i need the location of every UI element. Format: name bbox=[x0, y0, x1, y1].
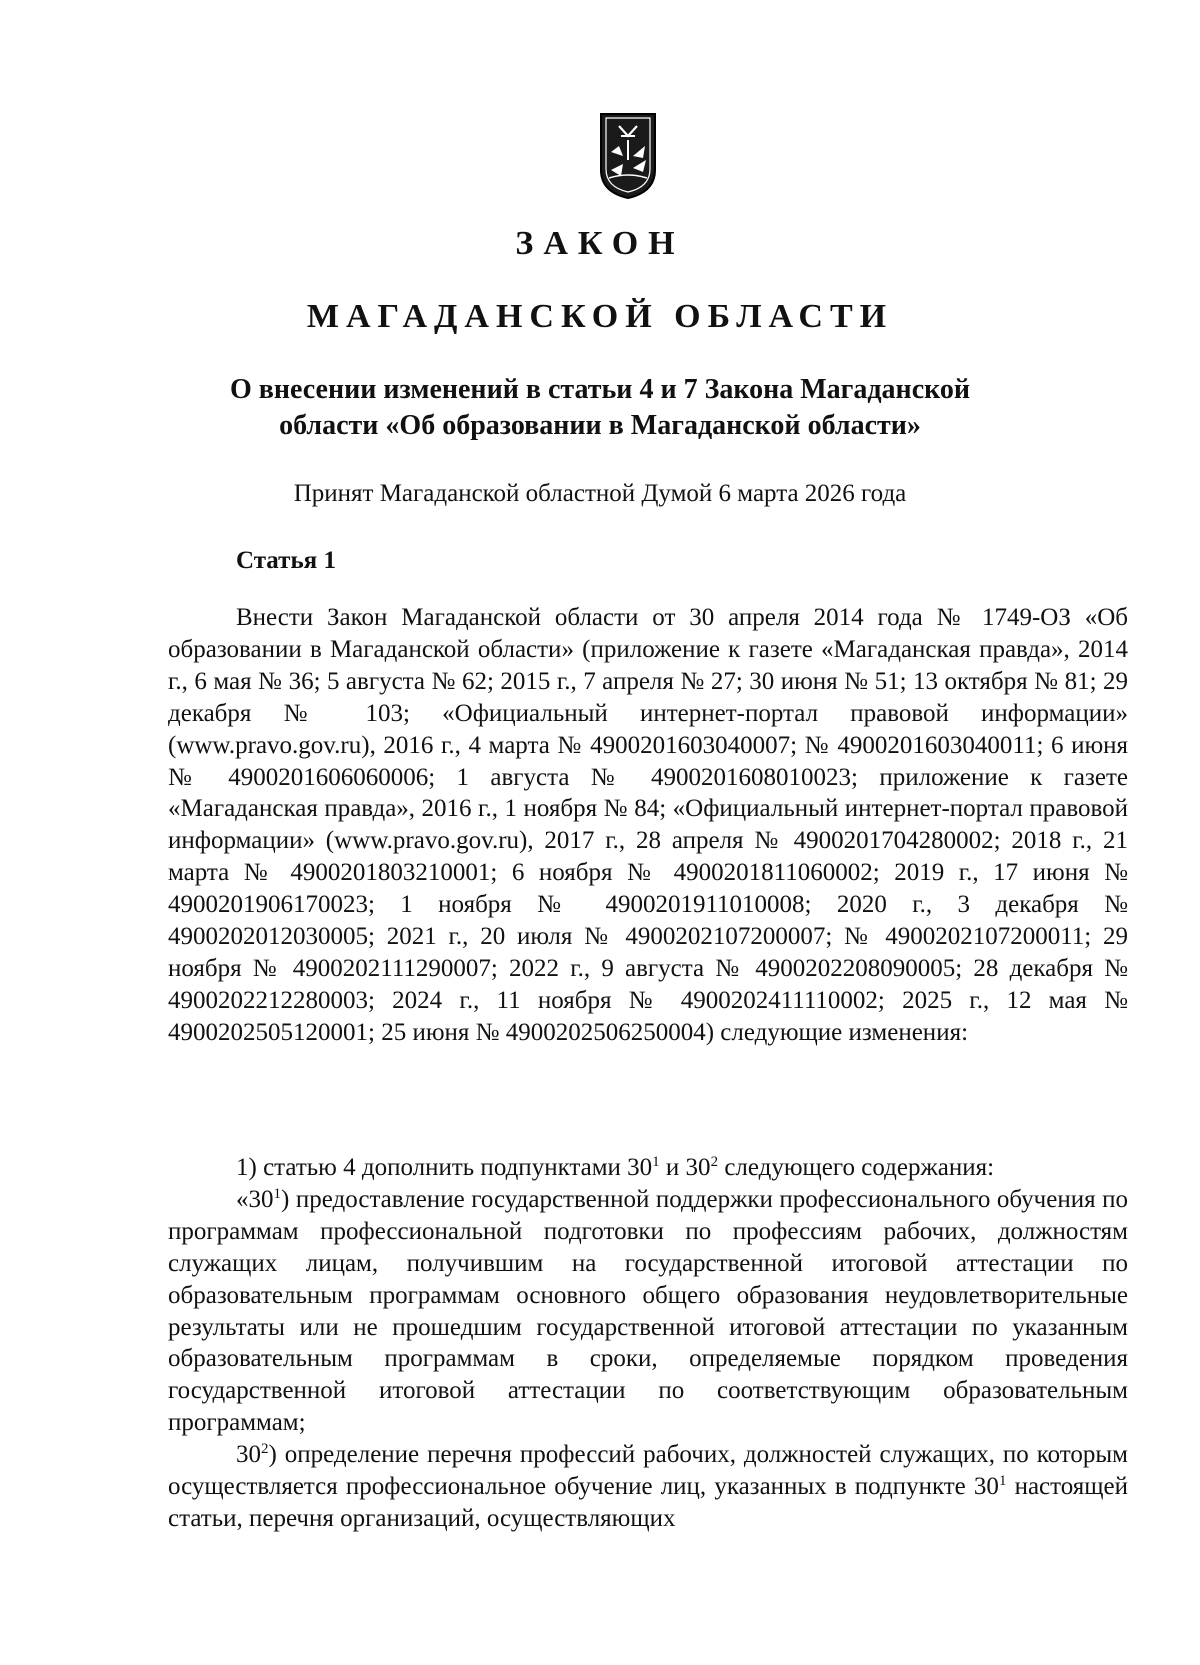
subpoint-30-2-text-b: ) определение перечня профессий рабочих, должностей служащих, по которым осуществляется профессиональное обучение лиц, указанных в подпункте 30 bbox=[168, 1441, 1128, 1501]
amendment-items bbox=[168, 1152, 1128, 1535]
law-subject-line-1: О внесении изменений в статьи 4 и 7 Закона Магаданской bbox=[229, 374, 971, 405]
subpoint-30-2-text-c: настоящей статьи, перечня организаций, осуществляющих bbox=[168, 1473, 1128, 1532]
subpoint-30-1-text-b: ) предоставление государственной поддержки профессионального обучения по программам профессиональной подготовки по профессиям рабочих, должностям служащих лицам, получившим на государственной итоговой аттестации по образовательным программам основного общего образования неудовлетворительные результаты или не прошедшим государственной итоговой аттестации по указанным образовательным программам в сроки, определяемые порядком проведения государственной итоговой аттестации по соответствующим образовательным программам; bbox=[168, 1185, 1128, 1437]
subpoint-30-1 bbox=[168, 1184, 1128, 1439]
adoption-note: Принят Магаданской областной Думой 6 марта 2026 года bbox=[293, 480, 907, 507]
amendment-item-1 bbox=[168, 1152, 1128, 1184]
amendment-item-1-text-c: следующего содержания: bbox=[718, 1154, 995, 1181]
law-subject bbox=[0, 372, 1200, 444]
subpoint-30-1-text-a: «30 bbox=[236, 1185, 274, 1213]
subpoint-30-2 bbox=[168, 1439, 1128, 1535]
subpoint-30-2-sup-b: 1 bbox=[998, 1473, 1007, 1490]
subpoint-30-1-sup-a: 1 bbox=[273, 1185, 281, 1202]
law-title: ЗАКОН bbox=[515, 225, 685, 262]
amendment-item-1-text-b: и 30 bbox=[659, 1154, 711, 1181]
coat-of-arms-icon bbox=[597, 112, 659, 200]
article-intro-text: Внести Закон Магаданской области от 30 апреля 2014 года № 1749-ОЗ «Об образовании в Магаданской области» (приложение к газете «Магаданская правда», 2014 г., 6 мая № 36; 5 августа № 62; 2015 г., 7 апреля № 27; 30 июня № 51; 13 октября № 81; 29 декабря № 103; «Официальный интернет-портал правовой информации» (www.pravo.gov.ru), 2016 г., 4 марта № 4900201603040007; № 4900201603040011; 6 июня № 4900201606060006; 1 августа № 4900201608010023; приложение к газете «Магаданская правда», 2016 г., 1 ноября № 84; «Официальный интернет-портал правовой информации» (www.pravo.gov.ru), 2017 г., 28 апреля № 4900201704280002; 2018 г., 21 марта № 4900201803210001; 6 ноября № 4900201811060002; 2019 г., 17 июня № 4900201906170023; 1 ноября № 4900201911010008; 2020 г., 3 декабря № 4900202012030005; 2021 г., 20 июля № 4900202107200007; № 4900202107200011; 29 ноября № 4900202111290007; 2022 г., 9 августа № 4900202208090005; 28 декабря № 4900202212280003; 2024 г., 11 ноября № 4900202411110002; 2025 г., 12 мая № 4900202505120001; 25 июня № 4900202506250004) следующие изменения: bbox=[168, 604, 1128, 1046]
amendment-item-1-text-a: 1) статью 4 дополнить подпунктами 30 bbox=[236, 1154, 653, 1181]
amendment-item-1-sup-a: 1 bbox=[652, 1154, 660, 1170]
article-intro-paragraph bbox=[168, 602, 1128, 1049]
article-heading: Статья 1 bbox=[236, 547, 336, 574]
amendment-item-1-sup-b: 2 bbox=[710, 1154, 719, 1170]
region-title: МАГАДАНСКОЙ ОБЛАСТИ bbox=[306, 298, 894, 335]
subpoint-30-2-sup-a: 2 bbox=[261, 1441, 269, 1458]
subpoint-30-2-text-a: 30 bbox=[236, 1441, 261, 1469]
law-subject-line-2: области «Об образовании в Магаданской области» bbox=[279, 410, 921, 441]
